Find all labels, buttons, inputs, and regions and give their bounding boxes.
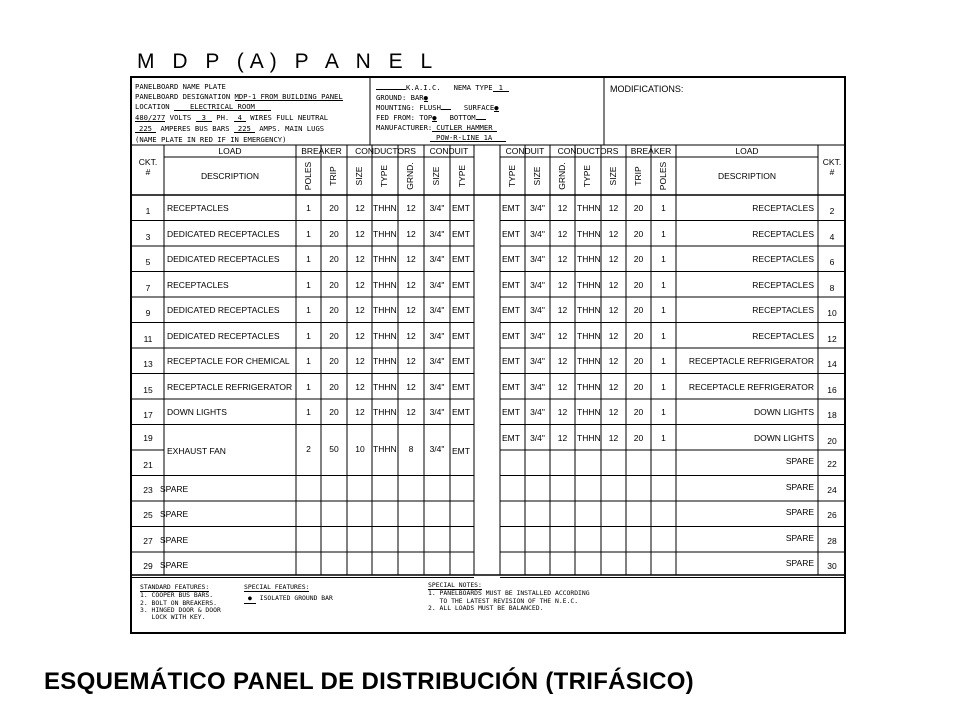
phase-value: 3 — [196, 114, 212, 122]
ckt-label: CKT. — [822, 157, 842, 167]
conduit-type-value: EMT — [452, 330, 470, 341]
ground-value: 12 — [557, 330, 568, 341]
trip-value: 20 — [329, 305, 339, 315]
conductor-type-value: THHN — [577, 407, 601, 417]
ground-value: 12 — [557, 228, 568, 239]
conductor-size-value: 12 — [608, 407, 619, 417]
conductor-size-value: 12 — [355, 305, 365, 315]
conduit-type-value: EMT — [502, 305, 520, 315]
trip-value: 20 — [329, 203, 339, 213]
mounting-row — [376, 104, 499, 112]
load-description: RECEPTACLES — [167, 203, 229, 213]
conductor-size-value: 12 — [608, 279, 619, 290]
load-description: SPARE — [785, 507, 814, 517]
conductor-type-value: THHN — [373, 305, 397, 315]
modifications-label: MODIFICATIONS: — [610, 84, 684, 94]
ground-value: 12 — [557, 432, 568, 443]
load-description: SPARE — [785, 532, 814, 543]
load-description: RECEPTACLES — [752, 305, 814, 315]
conduit-size-value: 3/4" — [429, 228, 445, 239]
conduit-size-value: 3/4" — [429, 381, 445, 392]
conduit-type-header: TYPE — [507, 164, 517, 188]
trip-value: 20 — [329, 330, 339, 341]
ground-value: 12 — [406, 228, 416, 239]
conductor-type-value: THHN — [373, 203, 397, 213]
ground-label: GROUND: BAR — [376, 93, 424, 102]
breaker-header-right: BREAKER — [630, 146, 672, 156]
ckt-number: 2 — [829, 206, 835, 216]
trip-value: 50 — [329, 443, 339, 454]
trip-value: 20 — [329, 381, 339, 392]
conductors-header-left: CONDUCTORS — [355, 146, 416, 156]
ckt-number: 1 — [145, 206, 151, 216]
designation-label: PANELBOARD DESIGNATION — [135, 92, 231, 101]
poles-value: 1 — [306, 279, 311, 290]
load-description: RECEPTACLE REFRIGERATOR — [688, 356, 814, 366]
nema-label: NEMA TYPE — [453, 83, 493, 92]
conduit-size-value: 3/4" — [429, 356, 445, 366]
ckt-hash: # — [829, 166, 835, 177]
special-note-item: 1. PANELBOARDS MUST BE INSTALLED ACCORDING — [428, 589, 590, 598]
load-description: RECEPTACLE REFRIGERATOR — [688, 381, 814, 392]
ground-value: 8 — [408, 443, 414, 454]
load-description: RECEPTACLE REFRIGERATOR — [167, 381, 293, 392]
lug-amps-value: 225 — [234, 125, 255, 133]
conduit-type-value: EMT — [452, 254, 470, 264]
conduit-type-value: EMT — [452, 407, 470, 417]
ckt-number: 27 — [143, 535, 153, 546]
breaker-header-left: BREAKER — [301, 146, 342, 156]
conductor-size-value: 12 — [608, 432, 619, 443]
standard-features — [140, 584, 221, 622]
conduit-type-value: EMT — [502, 407, 520, 417]
trip-value: 20 — [329, 407, 339, 417]
conductor-type-value: THHN — [373, 443, 397, 454]
ckt-number: 8 — [829, 282, 835, 293]
poles-value: 1 — [661, 279, 666, 290]
ckt-header-left — [132, 158, 164, 178]
size-header: SIZE — [354, 166, 364, 186]
ckt-number: 21 — [143, 459, 153, 470]
surface-bullet: ● — [494, 103, 499, 112]
load-description: SPARE — [785, 456, 814, 466]
designation-value: MDP-1 FROM BUILDING PANEL — [234, 92, 343, 101]
ckt-label: CKT. — [138, 157, 158, 167]
nameplate-note: (NAME PLATE IN RED IF IN EMERGENCY) — [135, 135, 287, 144]
ground-row — [376, 94, 428, 102]
ckt-number: 20 — [827, 435, 837, 446]
load-description: RECEPTACLES — [752, 279, 814, 290]
conductor-type-value: THHN — [373, 228, 397, 239]
size-header: SIZE — [608, 166, 618, 186]
wires-value: 4 — [234, 114, 246, 122]
conductor-size-value: 12 — [608, 305, 619, 315]
model-value: POW-R-LINE 1A — [430, 134, 506, 142]
poles-value: 1 — [306, 228, 311, 239]
load-description: SPARE — [160, 534, 189, 545]
poles-value: 1 — [661, 356, 666, 366]
load-description: SPARE — [785, 558, 814, 568]
load-description: EXHAUST FAN — [167, 445, 226, 456]
poles-value: 1 — [306, 381, 311, 392]
conductor-type-value: THHN — [373, 279, 397, 290]
ckt-number: 16 — [827, 384, 837, 395]
load-description: SPARE — [160, 509, 189, 519]
ckt-number: 6 — [829, 257, 835, 267]
trip-value: 20 — [633, 381, 644, 392]
ground-value: 12 — [406, 381, 416, 392]
standard-feature-item: LOCK WITH KEY. — [140, 613, 206, 622]
ckt-number: 29 — [143, 561, 153, 571]
nema-value: 1 — [493, 84, 509, 92]
manufacturer-value: CUTLER HAMMER — [432, 124, 496, 132]
poles-value: 1 — [661, 407, 666, 417]
grnd-header: GRND. — [557, 162, 567, 190]
ckt-number: 30 — [827, 561, 837, 571]
bus-amps-value: 225 — [135, 125, 156, 133]
trip-value: 20 — [633, 305, 644, 315]
conductor-size-value: 12 — [355, 203, 365, 213]
ckt-number: 18 — [827, 410, 837, 420]
ground-value: 12 — [406, 203, 416, 213]
description-header-left: DESCRIPTION — [200, 171, 260, 181]
special-note-item: TO THE LATEST REVISION OF THE N.E.C. — [428, 596, 579, 605]
standard-features-title: STANDARD FEATURES: — [140, 583, 210, 591]
conduit-size-value: 3/4" — [530, 279, 545, 290]
poles-header: POLES — [658, 161, 668, 191]
load-description: DEDICATED RECEPTACLES — [167, 330, 280, 341]
conduit-size-value: 3/4" — [530, 203, 545, 213]
type-header: TYPE — [379, 164, 389, 188]
trip-value: 20 — [633, 228, 644, 239]
load-description: RECEPTACLES — [752, 254, 814, 264]
mounting-label: MOUNTING: FLUSH — [376, 103, 441, 112]
ckt-header-right — [818, 158, 846, 178]
conductor-type-value: THHN — [373, 356, 397, 366]
load-description: SPARE — [785, 481, 814, 492]
poles-value: 1 — [661, 203, 666, 213]
standard-feature-item: 2. BOLT ON BREAKERS. — [140, 598, 217, 607]
conduit-type-value: EMT — [502, 279, 520, 290]
conduit-size-value: 3/4" — [429, 407, 445, 417]
nameplate-title: PANELBOARD NAME PLATE — [135, 82, 226, 91]
ckt-number: 19 — [143, 432, 153, 443]
load-description: RECEPTACLE FOR CHEMICAL — [167, 356, 290, 366]
ground-value: 12 — [557, 279, 568, 290]
load-description: SPARE — [160, 560, 189, 570]
trip-header: TRIP — [328, 166, 338, 186]
conduit-type-value: EMT — [452, 305, 470, 315]
conduit-type-value: EMT — [502, 432, 520, 443]
conductor-size-value: 12 — [608, 254, 619, 264]
ckt-number: 22 — [827, 459, 837, 469]
volts-value: 480/277 — [135, 113, 166, 122]
conductor-size-value: 12 — [355, 330, 365, 341]
trip-value: 20 — [633, 432, 644, 443]
conduit-type-header: TYPE — [457, 164, 467, 188]
trip-value: 20 — [633, 203, 644, 213]
page-title: M D P (A) P A N E L — [137, 50, 439, 73]
trip-value: 20 — [329, 356, 339, 366]
conduit-size-value: 3/4" — [530, 305, 545, 315]
conductor-size-value: 12 — [608, 228, 619, 239]
ckt-number: 14 — [827, 359, 837, 369]
bus-amps-label: AMPERES BUS BARS — [160, 124, 230, 133]
description-header-right: DESCRIPTION — [717, 171, 777, 181]
special-notes-title: SPECIAL NOTES: — [428, 581, 482, 589]
poles-value: 1 — [306, 305, 311, 315]
ground-value: 12 — [406, 254, 416, 264]
conduit-header-left: CONDUIT — [429, 146, 469, 156]
conduit-size-header: SIZE — [532, 166, 542, 186]
ckt-number: 24 — [827, 484, 837, 495]
conduit-size-value: 3/4" — [429, 203, 445, 213]
conductor-type-value: THHN — [577, 305, 601, 315]
standard-feature-item: 3. HINGED DOOR & DOOR — [140, 606, 221, 615]
location-row — [135, 103, 271, 111]
conduit-type-value: EMT — [452, 279, 470, 290]
designation-row — [135, 93, 343, 101]
conductors-header-right: CONDUCTORS — [557, 146, 619, 156]
ckt-number: 15 — [143, 384, 153, 395]
ckt-number: 5 — [145, 257, 151, 267]
conductor-type-value: THHN — [577, 279, 601, 290]
conductor-type-value: THHN — [577, 432, 601, 443]
conductor-size-value: 10 — [355, 443, 365, 454]
poles-value: 1 — [661, 432, 666, 443]
grnd-header: GRND. — [405, 162, 415, 190]
trip-value: 20 — [329, 254, 339, 264]
conduit-type-value: EMT — [452, 445, 470, 456]
ground-value: 12 — [406, 279, 416, 290]
load-header-right: LOAD — [735, 146, 759, 156]
conductor-size-value: 12 — [355, 356, 365, 366]
ground-value: 12 — [557, 381, 568, 392]
poles-value: 1 — [661, 305, 666, 315]
manufacturer-label: MANUFACTURER: — [376, 123, 433, 132]
poles-value: 1 — [306, 407, 311, 417]
trip-value: 20 — [329, 279, 339, 290]
conductor-type-value: THHN — [373, 330, 397, 341]
poles-value: 1 — [661, 381, 666, 392]
ground-value: 12 — [406, 407, 416, 417]
conductor-type-value: THHN — [577, 381, 601, 392]
conduit-size-value: 3/4" — [530, 407, 545, 417]
standard-feature-item: 1. COOPER BUS BARS. — [140, 591, 214, 600]
fed-row — [376, 114, 486, 122]
trip-header: TRIP — [633, 166, 643, 186]
phase-label: PH. — [216, 113, 230, 122]
conduit-size-header: SIZE — [431, 166, 441, 186]
conductor-type-value: THHN — [577, 228, 601, 239]
ckt-number: 28 — [827, 535, 837, 546]
conductor-size-value: 12 — [355, 381, 365, 392]
bottom-label: BOTTOM — [449, 113, 476, 122]
special-feature-bullet: ● — [244, 595, 256, 603]
trip-value: 20 — [633, 279, 644, 290]
special-feature-item: ISOLATED GROUND BAR — [259, 594, 333, 603]
ckt-number: 13 — [143, 359, 153, 369]
conduit-size-value: 3/4" — [530, 254, 545, 264]
ground-value: 12 — [406, 330, 416, 341]
model-row — [430, 134, 506, 142]
conductor-size-value: 12 — [608, 330, 619, 341]
caption: ESQUEMÁTICO PANEL DE DISTRIBUCIÓN (TRIFÁSICO) — [44, 668, 694, 695]
poles-header: POLES — [303, 161, 313, 191]
conductor-type-value: THHN — [577, 356, 601, 366]
ground-value: 12 — [406, 356, 416, 366]
conduit-size-value: 3/4" — [429, 305, 445, 315]
surface-label: SURFACE — [463, 103, 495, 112]
conductor-type-value: THHN — [577, 254, 601, 264]
conductor-size-value: 12 — [608, 381, 619, 392]
conductor-type-value: THHN — [577, 203, 601, 213]
conductor-type-value: THHN — [373, 381, 397, 392]
conductor-size-value: 12 — [355, 254, 365, 264]
poles-value: 2 — [306, 443, 311, 454]
special-features — [244, 584, 333, 604]
ckt-number: 7 — [145, 282, 151, 293]
ckt-number: 23 — [143, 484, 153, 495]
conductor-size-value: 12 — [608, 356, 619, 366]
ground-value: 12 — [557, 407, 568, 417]
conduit-header-right: CONDUIT — [505, 146, 545, 156]
ckt-number: 25 — [143, 510, 153, 520]
load-description: DEDICATED RECEPTACLES — [167, 305, 280, 315]
ground-value: 12 — [406, 305, 416, 315]
ckt-number: 26 — [827, 510, 837, 520]
conduit-type-value: EMT — [502, 228, 520, 239]
conduit-type-value: EMT — [452, 356, 470, 366]
location-label: LOCATION — [135, 102, 170, 111]
load-description: DOWN LIGHTS — [754, 432, 814, 443]
conductor-type-value: THHN — [373, 407, 397, 417]
ckt-number: 12 — [827, 333, 837, 344]
kaic-row — [376, 84, 509, 92]
conductor-size-value: 12 — [355, 279, 365, 290]
ground-bullet: ● — [423, 93, 428, 102]
amps-row — [135, 125, 324, 133]
load-description: RECEPTACLES — [752, 228, 814, 239]
load-description: DEDICATED RECEPTACLES — [167, 228, 280, 239]
load-description: RECEPTACLES — [752, 203, 814, 213]
conduit-type-value: EMT — [502, 356, 520, 366]
lug-amps-label: AMPS. MAIN LUGS — [259, 124, 325, 133]
conduit-size-value: 3/4" — [530, 356, 545, 366]
poles-value: 1 — [661, 330, 666, 341]
conduit-size-value: 3/4" — [429, 279, 445, 290]
conduit-size-value: 3/4" — [530, 432, 545, 443]
ckt-hash: # — [145, 166, 151, 177]
special-features-title: SPECIAL FEATURES: — [244, 583, 310, 591]
ckt-number: 11 — [143, 333, 153, 344]
conductor-type-value: THHN — [373, 254, 397, 264]
poles-value: 1 — [306, 203, 311, 213]
ckt-number: 10 — [827, 308, 837, 318]
ground-value: 12 — [557, 203, 568, 213]
poles-value: 1 — [661, 254, 666, 264]
poles-value: 1 — [306, 356, 311, 366]
conduit-type-value: EMT — [452, 228, 470, 239]
load-description: SPARE — [160, 483, 189, 494]
ground-value: 12 — [557, 305, 568, 315]
load-description: DOWN LIGHTS — [754, 407, 814, 417]
trip-value: 20 — [633, 254, 644, 264]
trip-value: 20 — [633, 407, 644, 417]
conduit-size-value: 3/4" — [530, 381, 545, 392]
location-value: ELECTRICAL ROOM — [174, 103, 271, 111]
conductor-size-value: 12 — [355, 228, 365, 239]
conductor-size-value: 12 — [355, 407, 365, 417]
poles-value: 1 — [306, 254, 311, 264]
conduit-size-value: 3/4" — [429, 330, 445, 341]
conduit-type-value: EMT — [502, 254, 520, 264]
ckt-number: 9 — [145, 308, 151, 318]
load-description: DOWN LIGHTS — [167, 407, 227, 417]
ground-value: 12 — [557, 254, 568, 264]
conduit-type-value: EMT — [452, 381, 470, 392]
load-header-left: LOAD — [218, 146, 242, 156]
voltage-row — [135, 114, 328, 122]
wires-label: WIRES FULL NEUTRAL — [250, 113, 329, 122]
fed-label: FED FROM: TOP — [376, 113, 433, 122]
conduit-size-value: 3/4" — [530, 330, 545, 341]
ckt-number: 17 — [143, 410, 153, 420]
conductor-type-value: THHN — [577, 330, 601, 341]
ckt-number: 4 — [829, 231, 835, 242]
conduit-type-value: EMT — [502, 381, 520, 392]
special-notes — [428, 582, 590, 612]
conduit-size-value: 3/4" — [429, 254, 445, 264]
special-note-item: 2. ALL LOADS MUST BE BALANCED. — [428, 604, 544, 613]
conduit-type-value: EMT — [502, 330, 520, 341]
trip-value: 20 — [329, 228, 339, 239]
trip-value: 20 — [633, 330, 644, 341]
ground-value: 12 — [557, 356, 568, 366]
conduit-type-value: EMT — [452, 203, 470, 213]
conduit-size-value: 3/4" — [530, 228, 545, 239]
ckt-number: 3 — [145, 231, 151, 242]
volts-label: VOLTS — [169, 113, 192, 122]
conduit-type-value: EMT — [502, 203, 520, 213]
conductor-size-value: 12 — [608, 203, 619, 213]
poles-value: 1 — [661, 228, 666, 239]
conduit-size-value: 3/4" — [429, 443, 445, 454]
kaic-label: K.A.I.C. — [406, 83, 441, 92]
load-description: DEDICATED RECEPTACLES — [167, 254, 280, 264]
trip-value: 20 — [633, 356, 644, 366]
manufacturer-row — [376, 124, 497, 132]
load-description: RECEPTACLES — [167, 279, 229, 290]
fed-bullet: ● — [432, 113, 437, 122]
load-description: RECEPTACLES — [752, 330, 814, 341]
type-header: TYPE — [582, 164, 592, 188]
poles-value: 1 — [306, 330, 311, 341]
